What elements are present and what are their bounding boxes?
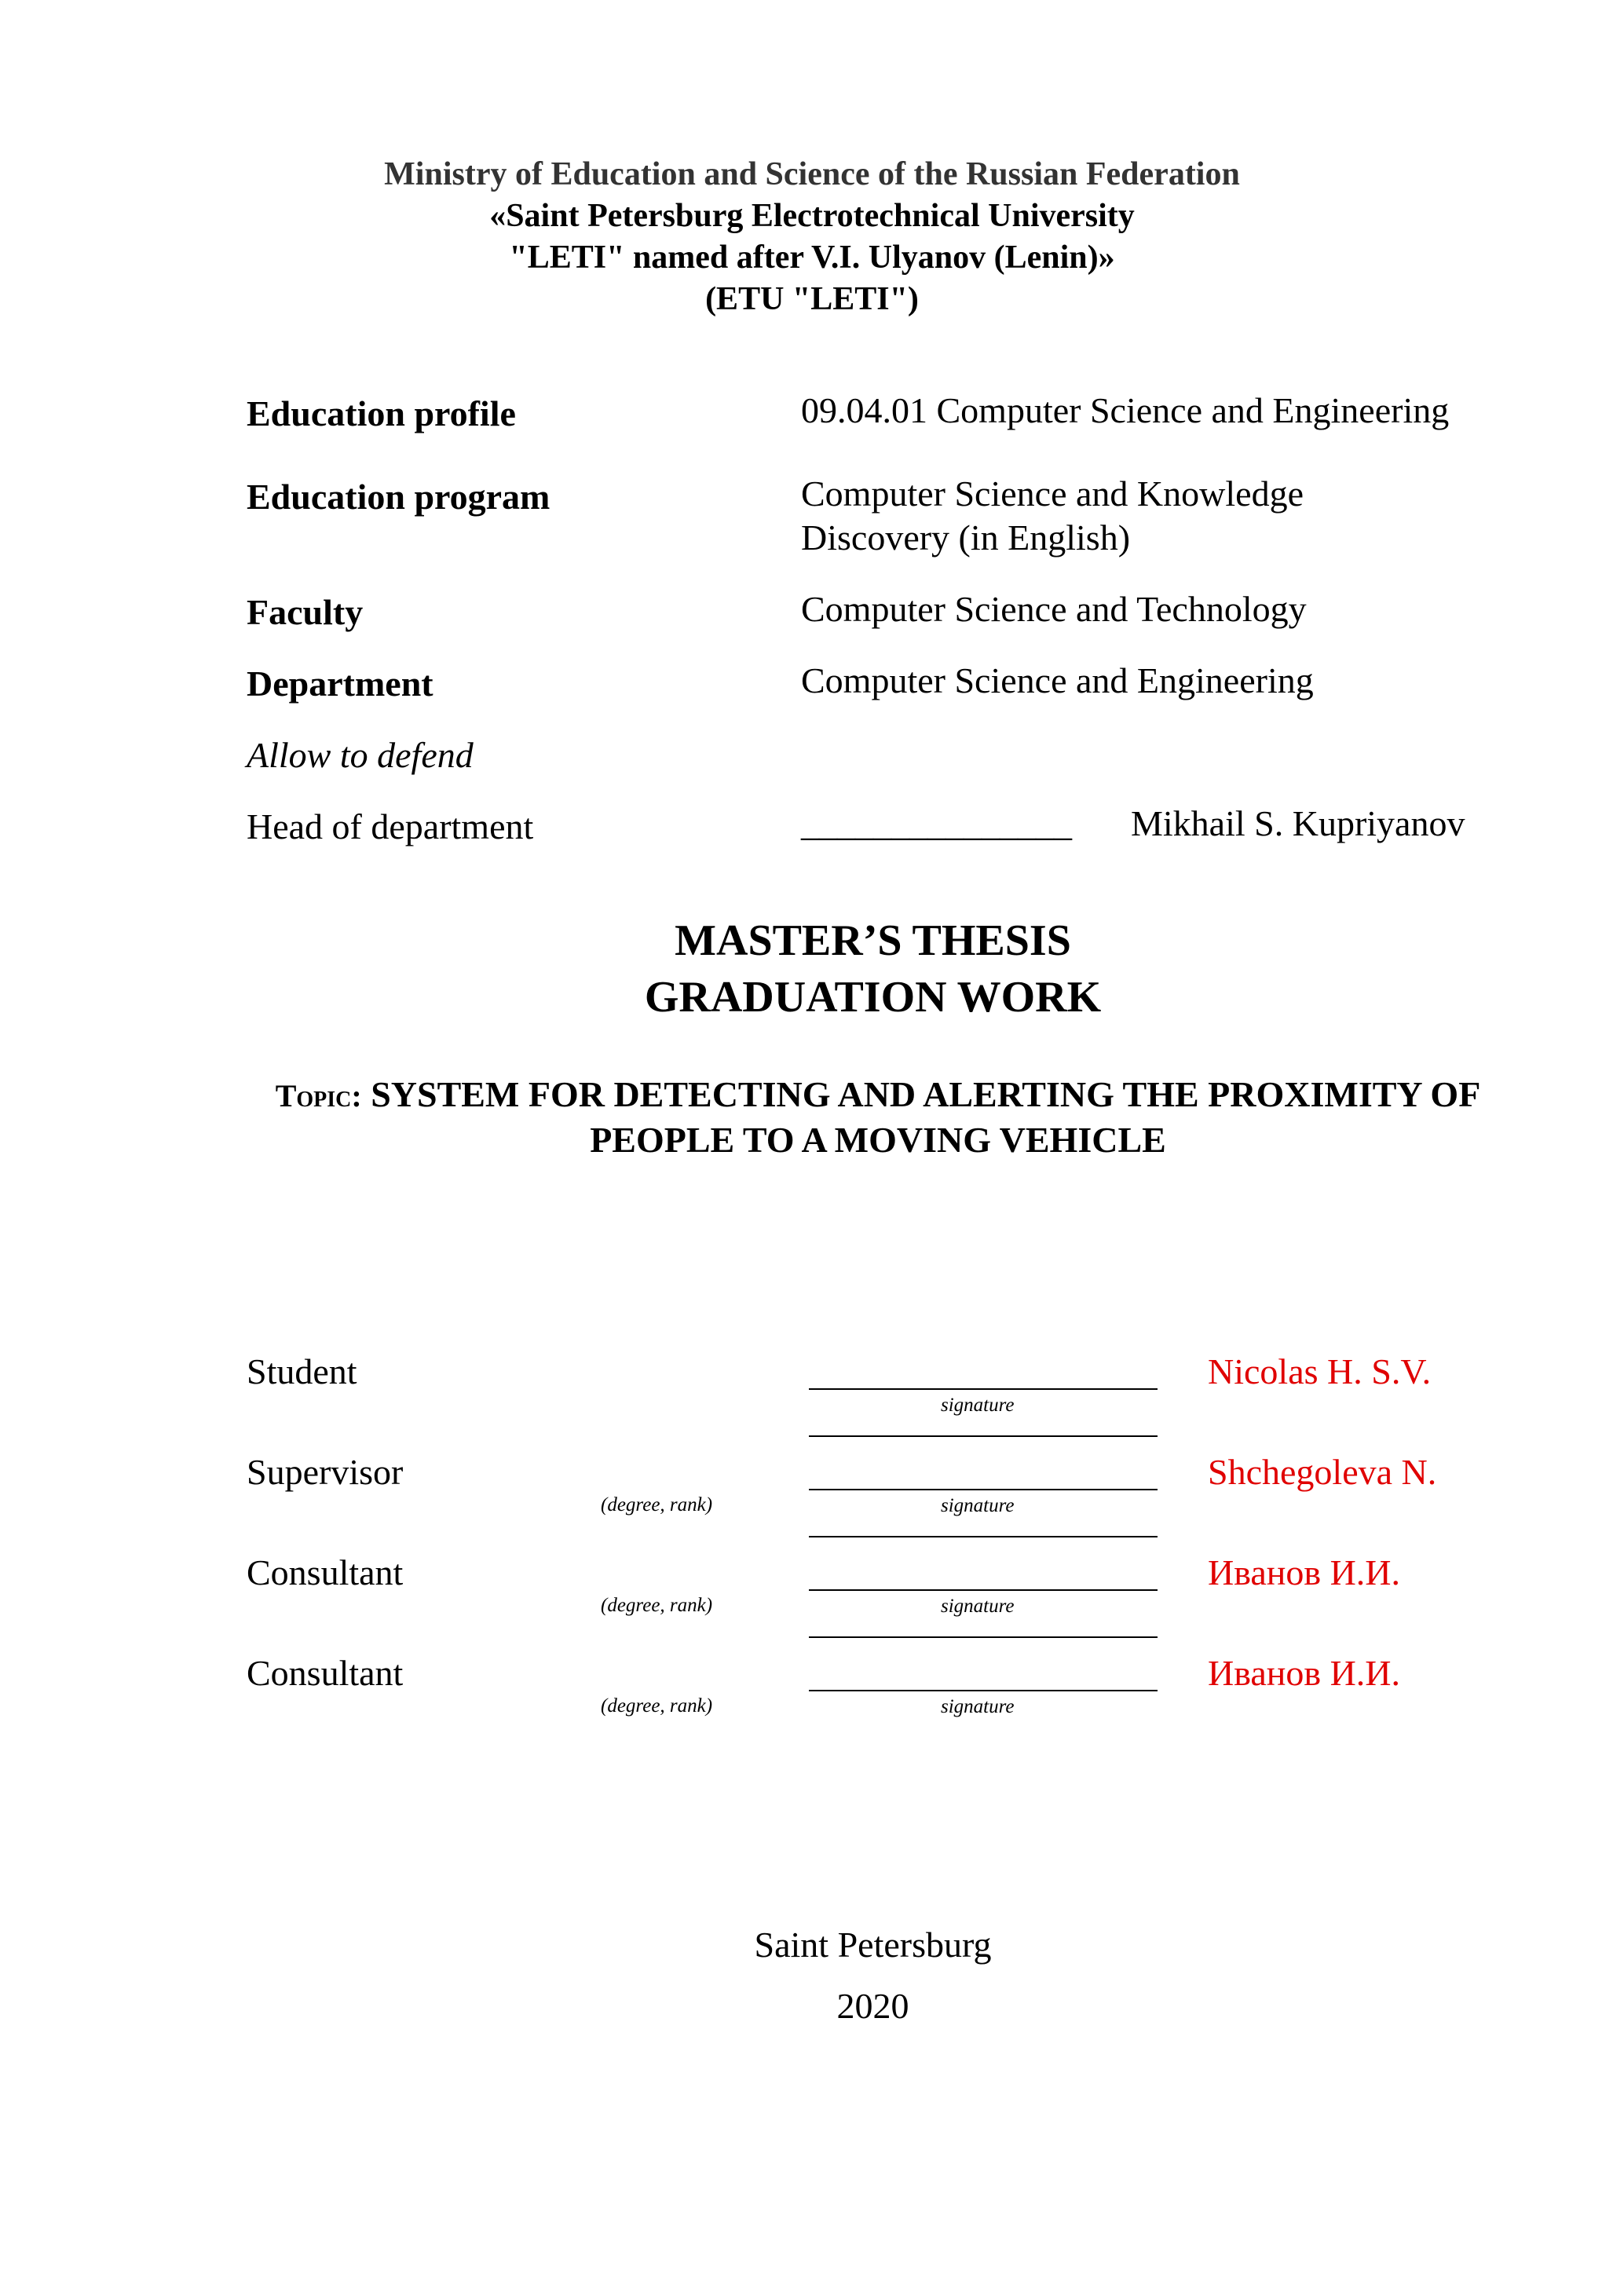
consultant-2-signature-caption: signature (941, 1696, 1015, 1717)
consultant-2-signature-line (809, 1690, 1158, 1691)
thesis-title-line-2: GRADUATION WORK (644, 973, 1102, 1022)
department-label: Department (247, 664, 433, 704)
institution-header (0, 154, 1624, 320)
education-profile-value: 09.04.01 Computer Science and Engineering (801, 390, 1450, 430)
student-label: Student (247, 1351, 357, 1391)
supervisor-signature-line (809, 1489, 1158, 1490)
consultant-1-signature-caption: signature (941, 1596, 1015, 1617)
supervisor-label: Supervisor (247, 1452, 404, 1492)
divider-line (809, 1536, 1158, 1537)
university-line-1: «Saint Petersburg Electrotechnical University (489, 198, 1135, 234)
thesis-title-line-1: MASTER’S THESIS (675, 916, 1071, 965)
thesis-title (0, 912, 1624, 1026)
department-value: Computer Science and Engineering (801, 660, 1314, 700)
head-of-department-label: Head of department (247, 806, 534, 846)
consultant-2-degree-caption: (degree, rank) (601, 1695, 713, 1717)
topic-prefix: Topic: (275, 1078, 362, 1113)
consultant-2-name: Иванов И.И. (1208, 1653, 1401, 1693)
head-of-department-name: Mikhail S. Kupriyanov (1131, 803, 1465, 843)
topic-line-2: PEOPLE TO A MOVING VEHICLE (590, 1120, 1166, 1160)
university-abbrev: (ETU "LETI") (705, 281, 919, 317)
topic-line-1: SYSTEM FOR DETECTING AND ALERTING THE PROXIMITY OF (371, 1074, 1481, 1114)
supervisor-degree-caption: (degree, rank) (601, 1494, 713, 1515)
allow-to-defend-label: Allow to defend (247, 735, 474, 775)
student-name: Nicolas H. S.V. (1208, 1351, 1432, 1391)
education-program-value-line-2: Discovery (in English) (801, 517, 1131, 558)
consultant-1-degree-caption: (degree, rank) (601, 1595, 713, 1616)
education-profile-label: Education profile (247, 393, 516, 433)
university-line-2: "LETI" named after V.I. Ulyanov (Lenin)» (509, 239, 1115, 276)
supervisor-name: Shchegoleva N. (1208, 1452, 1437, 1492)
education-program-value-line-1: Computer Science and Knowledge (801, 473, 1304, 514)
faculty-label: Faculty (247, 592, 364, 632)
consultant-1-signature-line (809, 1589, 1158, 1591)
faculty-value: Computer Science and Technology (801, 589, 1307, 629)
supervisor-signature-caption: signature (941, 1495, 1015, 1516)
city: Saint Petersburg (754, 1925, 992, 1965)
year: 2020 (836, 1986, 909, 2026)
student-signature-line (809, 1388, 1158, 1390)
ministry-line: Ministry of Education and Science of the Russian Federation (384, 156, 1240, 192)
education-program-value (801, 472, 1304, 560)
head-signature-blank: _______________ (801, 803, 1072, 843)
divider-line (809, 1636, 1158, 1638)
consultant-1-label: Consultant (247, 1552, 404, 1592)
thesis-topic (234, 1073, 1522, 1162)
consultant-1-name: Иванов И.И. (1208, 1552, 1401, 1592)
education-program-label: Education program (247, 477, 550, 517)
divider-line (809, 1435, 1158, 1437)
student-signature-caption: signature (941, 1395, 1015, 1416)
consultant-2-label: Consultant (247, 1653, 404, 1693)
